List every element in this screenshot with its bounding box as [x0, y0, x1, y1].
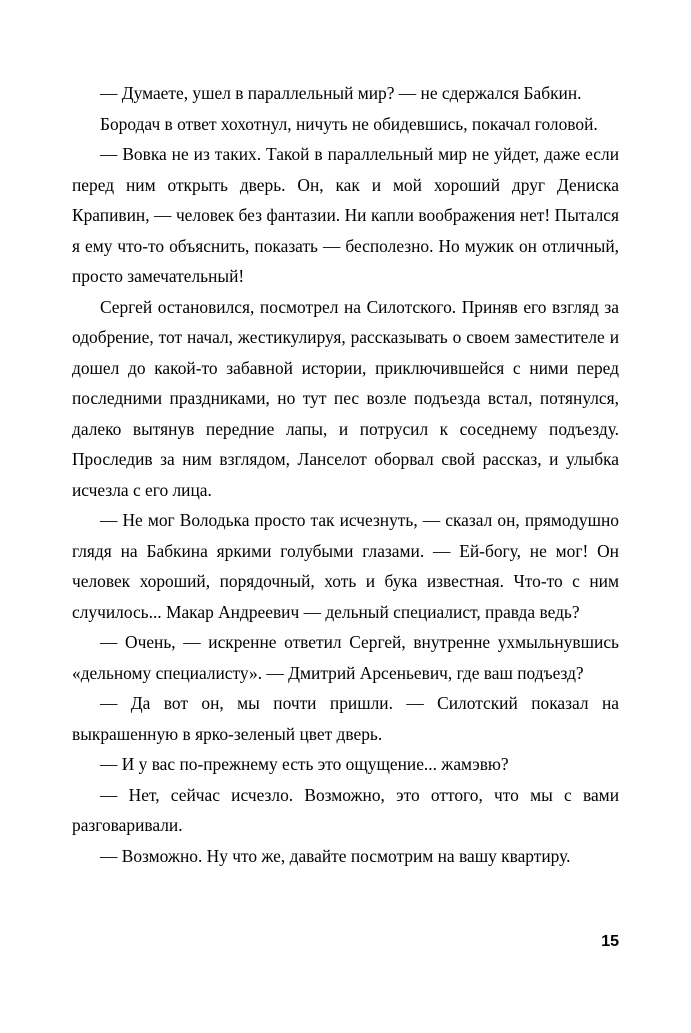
page-body-text — [72, 78, 619, 871]
paragraph: — Думаете, ушел в параллельный мир? — не сдержался Бабкин. — [100, 83, 582, 103]
paragraph: — Вовка не из таких. Такой в параллельный мир не уйдет, даже если перед ним открыть дверь. Он, как и мой хороший друг Дениска Крапивин, — человек без фантазии. Ни капли воображения нет! Пытался я ему что-то объяснить, показать — бесполезно. Но мужик он отличный, просто замечательный! — [72, 144, 619, 286]
page-number: 15 — [601, 933, 619, 950]
paragraph: — Не мог Володька просто так исчезнуть, — сказал он, прямодушно глядя на Бабкина яркими голубыми глазами. — Ей-богу, не мог! Он человек хороший, порядочный, хоть и бука известная. Что-то с ним случилось... Макар Андреевич — дельный специалист, правда ведь? — [72, 510, 619, 622]
paragraph: Сергей остановился, посмотрел на Силотского. Приняв его взгляд за одобрение, тот начал, жестикулируя, рассказывать о своем заместителе и дошел до какой-то забавной истории, приключившейся с ними перед последними праздниками, но тут пес возле подъезда встал, потянулся, далеко вытянув передние лапы, и потрусил к соседнему подъезду. Проследив за ним взглядом, Ланселот оборвал свой рассказ, и улыбка исчезла с его лица. — [72, 296, 619, 500]
paragraph: — Очень, — искренне ответил Сергей, внутренне ухмыльнувшись «дельному специалисту». — Дмитрий Арсеньевич, где ваш подъезд? — [72, 632, 619, 683]
paragraph: — И у вас по-прежнему есть это ощущение... жамэвю? — [100, 754, 509, 774]
paragraph: — Возможно. Ну что же, давайте посмотрим на вашу квартиру. — [100, 845, 571, 866]
paragraph: — Нет, сейчас исчезло. Возможно, это оттого, что мы с вами разговаривали. — [72, 784, 619, 835]
paragraph: Бородач в ответ хохотнул, ничуть не обидевшись, покачал головой. — [100, 113, 598, 134]
paragraph: — Да вот он, мы почти пришли. — Силотский показал на выкрашенную в ярко-зеленый цвет дверь. — [72, 693, 619, 744]
